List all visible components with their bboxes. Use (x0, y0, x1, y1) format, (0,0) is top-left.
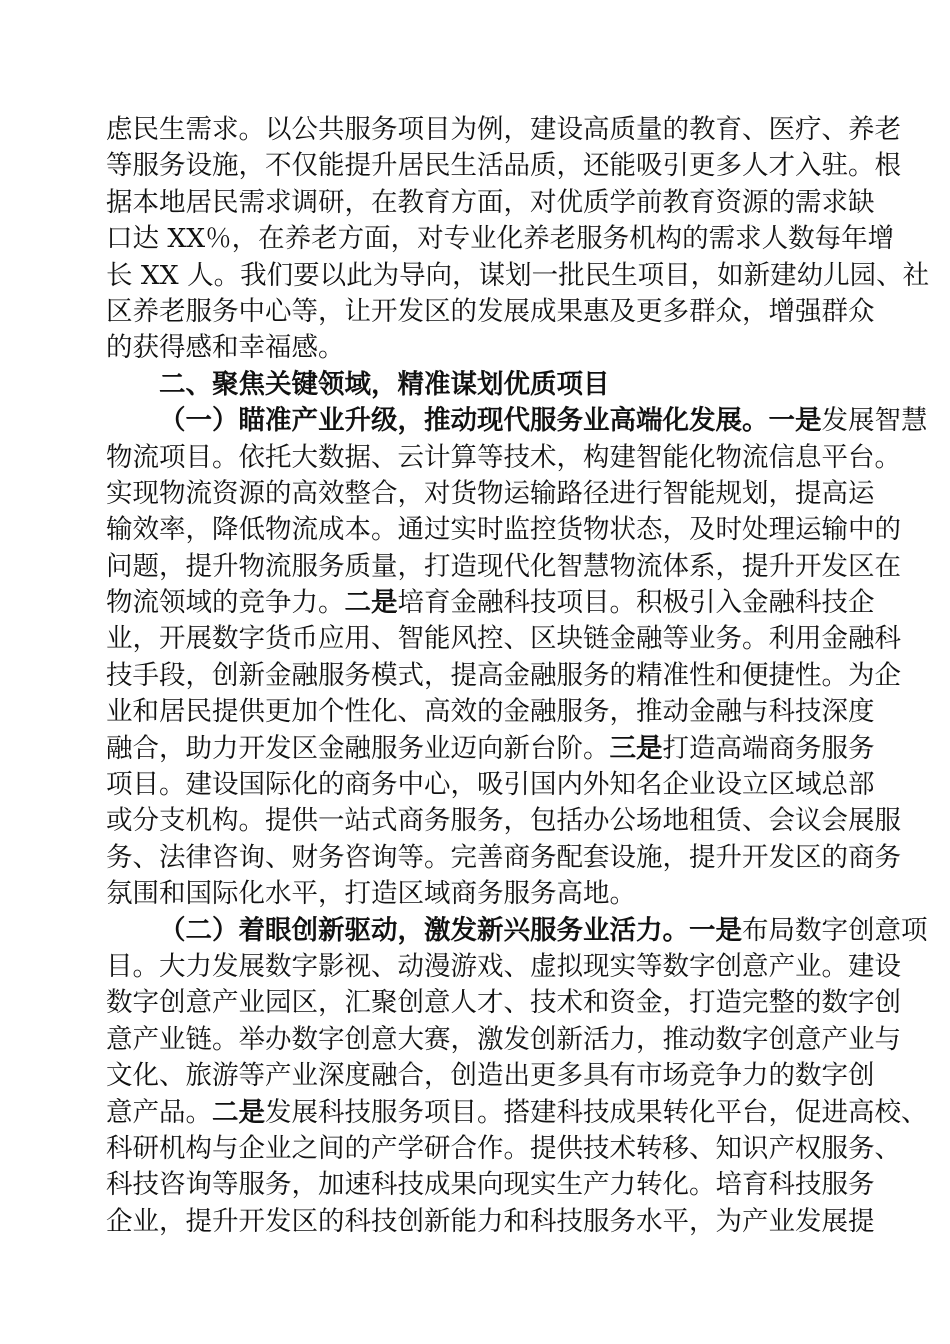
text-line (106, 731, 875, 767)
subheading-bold: （一）瞄准产业升级，推动现代服务业高端化发展。一是 (159, 405, 822, 437)
text-run: 布局数字创意项 (742, 914, 928, 946)
text-line (106, 585, 875, 621)
section-heading: 二、聚焦关键领域，精准谋划优质项目 (159, 368, 610, 400)
text-line: 项目。建设国际化的商务中心，吸引国内外知名企业设立区域总部 (106, 769, 875, 801)
text-run: 发展智慧 (821, 405, 928, 437)
text-line: 的获得感和幸福感。 (106, 332, 345, 364)
text-run: 物流领域的竞争力。 (106, 587, 345, 619)
text-line: 科技咨询等服务，加速科技成果向现实生产力转化。培育科技服务 (106, 1169, 875, 1201)
text-line: 科研机构与企业之间的产学研合作。提供技术转移、知识产权服务、 (106, 1132, 901, 1164)
text-line: 实现物流资源的高效整合，对货物运输路径进行智能规划，提高运 (106, 477, 875, 509)
text-line: 目。大力发展数字影视、动漫游戏、虚拟现实等数字创意产业。建设 (106, 950, 901, 982)
text-line: 虑民生需求。以公共服务项目为例，建设高质量的教育、医疗、养老 (106, 114, 901, 145)
text-line: 务、法律咨询、财务咨询等。完善商务配套设施，提升开发区的商务 (106, 841, 901, 873)
text-run: 融合，助力开发区金融服务业迈向新台阶。 (106, 732, 610, 764)
text-line: 长 XX 人。我们要以此为导向，谋划一批民生项目，如新建幼儿园、社 (106, 259, 930, 291)
text-run: 意产品。 (106, 1096, 212, 1128)
text-line: 业和居民提供更加个性化、高效的金融服务，推动金融与科技深度 (106, 696, 875, 728)
bold-marker: 二是 (344, 587, 398, 619)
text-line (106, 1095, 928, 1131)
text-line: 等服务设施，不仅能提升居民生活品质，还能吸引更多人才入驻。根 (106, 150, 901, 182)
paragraph-first-line (106, 913, 928, 949)
text-line: 区养老服务中心等，让开发区的发展成果惠及更多群众，增强群众 (106, 295, 875, 327)
text-line: 输效率，降低物流成本。通过实时监控货物状态，及时处理运输中的 (106, 514, 901, 546)
subheading-bold: （二）着眼创新驱动，激发新兴服务业活力。一是 (159, 914, 742, 946)
text-line: 意产业链。举办数字创意大赛，激发创新活力，推动数字创意产业与 (106, 1023, 901, 1055)
document-body (106, 112, 930, 1240)
text-line: 企业，提升开发区的科技创新能力和科技服务水平，为产业发展提 (106, 1205, 875, 1237)
text-line: 文化、旅游等产业深度融合，创造出更多具有市场竞争力的数字创 (106, 1060, 875, 1092)
text-line: 或分支机构。提供一站式商务服务，包括办公场地租赁、会议会展服 (106, 805, 901, 837)
text-line: 业，开展数字货币应用、智能风控、区块链金融等业务。利用金融科 (106, 623, 901, 655)
text-run: 培育金融科技项目。积极引入金融科技企 (397, 587, 875, 619)
text-line: 口达 XX％，在养老方面，对专业化养老服务机构的需求人数每年增 (106, 223, 895, 255)
text-line: 数字创意产业园区，汇聚创意人才、技术和资金，打造完整的数字创 (106, 987, 901, 1019)
paragraph-first-line (106, 403, 928, 439)
bold-marker: 三是 (609, 732, 663, 764)
bold-marker: 二是 (212, 1096, 265, 1128)
text-run: 打造高端商务服务 (662, 732, 875, 764)
text-line: 物流项目。依托大数据、云计算等技术，构建智能化物流信息平台。 (106, 441, 901, 473)
text-run: 发展科技服务项目。搭建科技成果转化平台，促进高校、 (265, 1096, 928, 1128)
text-line: 技手段，创新金融服务模式，提高金融服务的精准性和便捷性。为企 (106, 659, 901, 691)
text-line: 氛围和国际化水平，打造区域商务服务高地。 (106, 878, 636, 910)
text-line: 据本地居民需求调研，在教育方面，对优质学前教育资源的需求缺 (106, 186, 875, 218)
text-line: 问题，提升物流服务质量，打造现代化智慧物流体系，提升开发区在 (106, 550, 901, 582)
